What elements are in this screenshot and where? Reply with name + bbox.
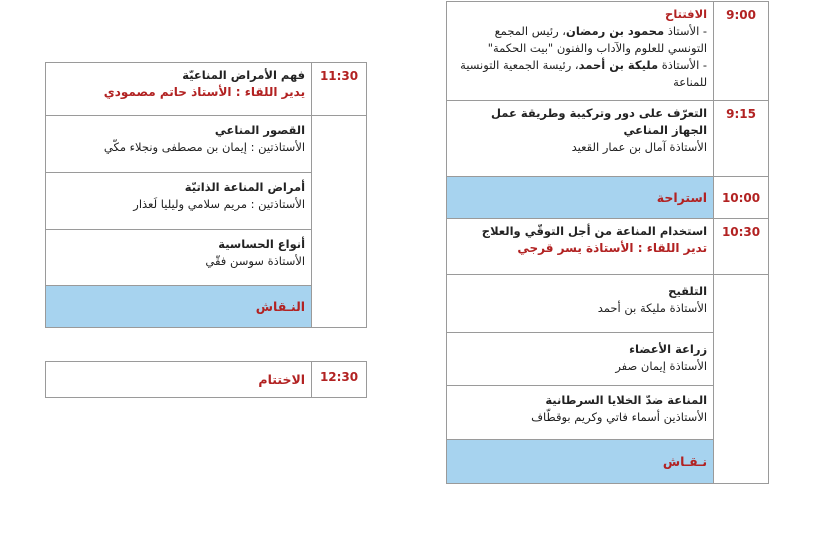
- session-cell: [447, 386, 714, 440]
- session-title: أمراض المناعة الذاتيّة: [184, 180, 306, 194]
- discussion-label: نـقـاش: [662, 453, 708, 469]
- session-cell: [46, 63, 312, 116]
- time-cell: 11:30: [312, 63, 367, 116]
- break-label: استراحة: [656, 189, 708, 205]
- break-cell: [447, 177, 714, 219]
- speaker-name: مليكة بن أحمد: [578, 58, 659, 72]
- closing-table: [45, 361, 367, 398]
- discussion-cell: [46, 286, 312, 328]
- time-cell: 9:15: [714, 101, 769, 177]
- session-title: القصور المناعي: [214, 123, 306, 137]
- closing-cell: [46, 362, 312, 398]
- session-cell: [447, 2, 714, 101]
- discussion-label: النـقاش: [255, 298, 306, 314]
- table-row: [447, 2, 769, 101]
- session-title: التعرّف على دور وتركيبة وطريقة عمل الجهاز المناعي: [491, 106, 708, 137]
- speaker: الأستاذتين : إيمان بن مصطفى ونجلاء مكّي: [103, 140, 306, 154]
- session-title: فهم الأمراض المناعيّة: [182, 68, 306, 82]
- speaker: الأستاذة سوسن فقّي: [205, 254, 306, 268]
- speaker-role: ، رئيسة الجمعية التونسية للمناعة: [460, 58, 708, 89]
- speaker-line: [453, 23, 707, 57]
- moderator: يدير اللقاء : الأستاذ حاتم مصمودي: [103, 85, 306, 99]
- table-row: [46, 362, 367, 398]
- table-row: [447, 101, 769, 177]
- speaker: الأستاذة إيمان صفر: [615, 359, 708, 373]
- session-title: زراعة الأعضاء: [629, 342, 708, 356]
- session-title: المناعة ضدّ الخلايا السرطانية: [545, 393, 708, 407]
- time-cell: 12:30: [312, 362, 367, 398]
- table-row: [447, 177, 769, 219]
- session-cell: [447, 275, 714, 333]
- table-row: [447, 275, 769, 333]
- session-title: استخدام المناعة من أجل التوقّي والعلاج: [481, 224, 708, 238]
- speaker: الأستاذين أسماء فاتي وكريم بوقطّاف: [531, 410, 708, 424]
- speaker: الأستاذة آمال بن عمار القعيد: [571, 140, 708, 154]
- session-cell: [447, 333, 714, 386]
- table-row: [447, 219, 769, 275]
- speaker: الأستاذة مليكة بن أحمد: [597, 301, 708, 315]
- speaker-name: محمود بن رمضان: [566, 24, 665, 38]
- speaker-prefix: - الأستاذ: [664, 24, 708, 38]
- speaker-role: ، رئيس المجمع التونسي للعلوم والآداب والفنون "بيت الحكمة": [487, 24, 708, 55]
- program-table-left: [45, 62, 367, 328]
- moderator: تدير اللقاء : الأستاذة يسر قرجي: [517, 241, 708, 255]
- session-title: الافتتاح: [665, 7, 708, 21]
- closing-label: الاختتام: [258, 371, 306, 387]
- table-row: [46, 116, 367, 173]
- speaker-line: [453, 57, 707, 91]
- session-cell: [447, 101, 714, 177]
- program-table-right: [446, 1, 769, 484]
- time-cell: 10:00: [714, 177, 769, 219]
- time-cell: 9:00: [714, 2, 769, 101]
- time-cell: 10:30: [714, 219, 769, 275]
- speaker-prefix: - الأستاذة: [658, 58, 708, 72]
- session-title: أنواع الحساسية: [218, 237, 306, 251]
- time-cell-empty: [714, 275, 769, 484]
- session-cell: [46, 173, 312, 230]
- session-cell: [46, 230, 312, 286]
- session-cell: [46, 116, 312, 173]
- session-cell: [447, 219, 714, 275]
- session-title: التلقيح: [668, 284, 708, 298]
- table-row: [46, 63, 367, 116]
- time-cell-empty: [312, 116, 367, 328]
- discussion-cell: [447, 440, 714, 484]
- speaker: الأستاذتين : مريم سلامي وليليا لَعذار: [133, 197, 306, 211]
